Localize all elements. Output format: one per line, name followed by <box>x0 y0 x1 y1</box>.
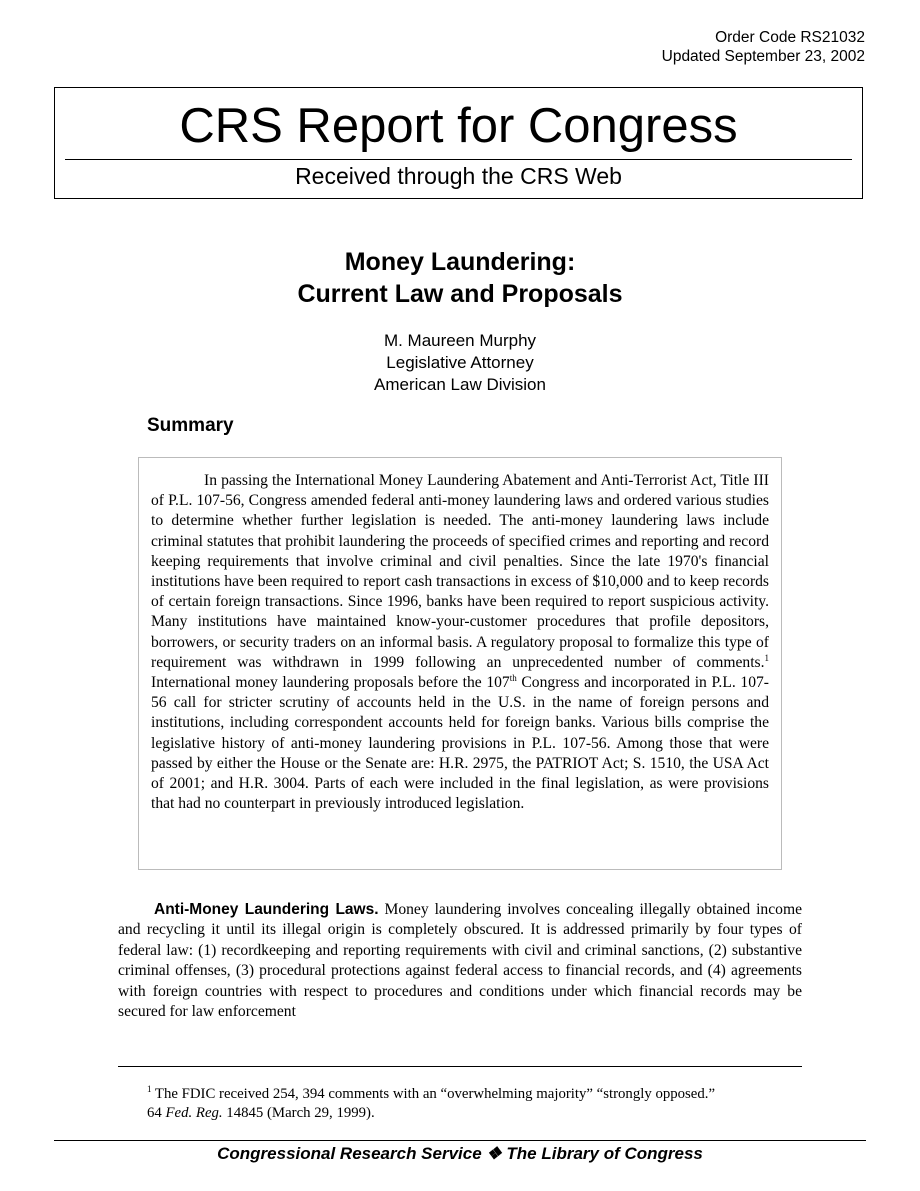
banner-divider <box>65 159 852 160</box>
footer-crs: Congressional Research Service <box>217 1144 482 1163</box>
title-line-2: Current Law and Proposals <box>297 280 623 308</box>
author-block <box>0 330 920 396</box>
summary-text-part-3: Congress and incorporated in P.L. 107-56 call for stricter scrutiny of accounts held in the U.S. in the name of foreign persons and institutions, including correspondent accounts held for foreign banks. Various bills comprise the legislative history of anti-money laundering provisions in P.L. 107-56. Among those that were passed by either the House or the Senate are: H.R. 2975, the PATRIOT Act; S. 1510, the USA Act of 2001; and H.R. 3004. Parts of each were included in the final legislation, as were provisions that had no counterpart in previously introduced legislation. <box>151 674 769 813</box>
author-division: American Law Division <box>374 375 546 394</box>
updated-date: Updated September 23, 2002 <box>661 48 865 65</box>
footnote-marker: 1 <box>147 1084 152 1095</box>
ordinal-suffix: th <box>509 672 517 683</box>
document-title <box>0 246 920 310</box>
footer-loc: The Library of Congress <box>506 1144 703 1163</box>
citation-journal: Fed. Reg. <box>165 1105 223 1121</box>
diamond-separator-icon: ❖ <box>486 1144 502 1163</box>
summary-text <box>151 471 769 814</box>
summary-text-part-2: International money laundering proposals before the 107 <box>151 674 510 692</box>
author-title: Legislative Attorney <box>386 353 534 372</box>
page-footer <box>0 1143 920 1165</box>
summary-text-part-1: In passing the International Money Laundering Abatement and Anti-Terrorist Act, Title III of P.L. 107-56, Congress amended federal anti-money laundering laws and ordered various studies to determine whether further legislation is needed. The anti-money laundering laws include criminal statutes that prohibit laundering the proceeds of specified crimes and reporting and record keeping requirements that involve criminal and civil penalties. Since the late 1970's financial institutions have been required to report cash transactions in excess of $10,000 and to keep records of certain foreign transactions. Since 1996, banks have been required to report suspicious activity. Many institutions have maintained know-your-customer procedures that profile depositors, borrowers, or security traders on an informal basis. A regulatory proposal to formalize this type of requirement was withdrawn in 1999 following an unprecedented number of comments. <box>151 472 769 671</box>
body-paragraph <box>118 900 802 1022</box>
footnote-line-1 <box>147 1085 787 1104</box>
footnote-divider <box>118 1066 802 1067</box>
author-name: M. Maureen Murphy <box>383 331 537 350</box>
summary-box <box>138 457 782 870</box>
footnote <box>147 1085 787 1123</box>
footnote-line-2 <box>147 1104 787 1123</box>
banner-title: CRS Report for Congress <box>179 99 738 153</box>
footnote-reference[interactable]: 1 <box>764 652 769 663</box>
section-lead-heading: Anti-Money Laundering Laws. <box>154 901 379 918</box>
footnote-text: The FDIC received 254, 394 comments with an “overwhelming majority” “strongly opposed.” <box>151 1086 716 1102</box>
report-banner <box>54 87 863 199</box>
title-line-1: Money Laundering: <box>344 248 576 276</box>
order-code: Order Code RS21032 <box>715 29 865 46</box>
order-code-block <box>662 28 865 66</box>
summary-heading: Summary <box>147 415 234 436</box>
banner-subtitle: Received through the CRS Web <box>295 163 622 189</box>
citation-prefix: 64 <box>147 1105 166 1121</box>
body-text: Money laundering involves concealing illegally obtained income and recycling it until its illegal origin is completely obscured. It is addressed primarily by four types of federal law: (1) recordkeeping and reporting requirements with civil and criminal sanctions, (2) substantive criminal offenses, (3) procedural protections against federal access to financial records, and (4) agreements with foreign countries with respect to procedures and conditions under which financial records may be secured for law enforcement <box>118 901 802 1021</box>
citation-rest: 14845 (March 29, 1999). <box>222 1105 375 1121</box>
footer-divider <box>54 1140 866 1141</box>
